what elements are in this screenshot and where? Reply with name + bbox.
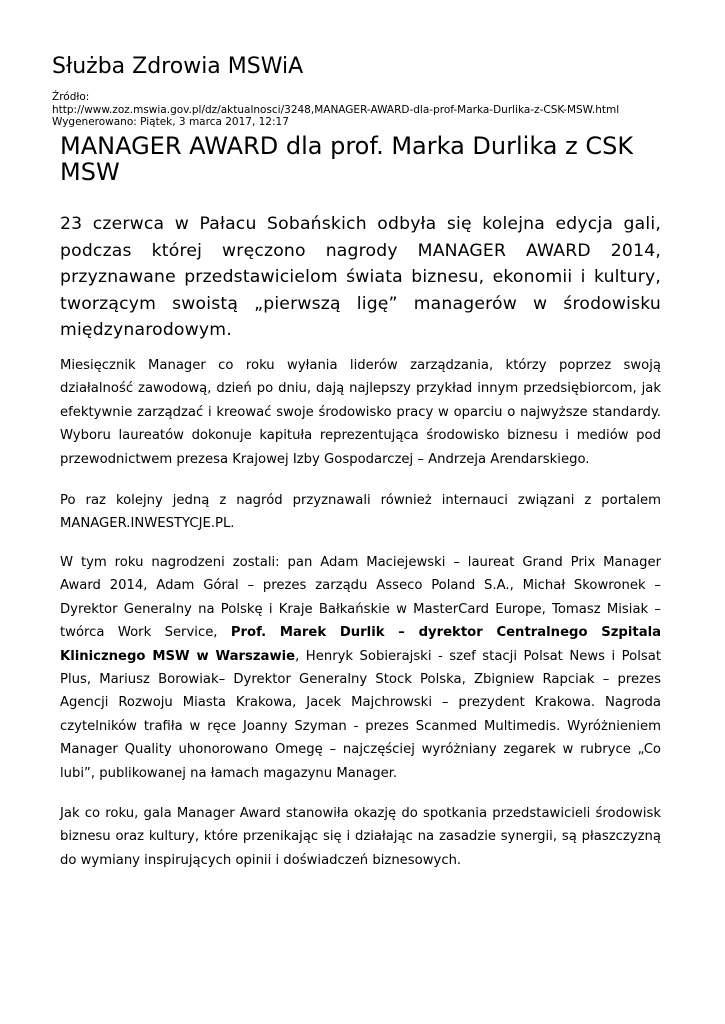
article-paragraph-2: Po raz kolejny jedną z nagród przyznawali również internauci związani z portalem MANAGER.INWESTYCJE.PL. xyxy=(60,493,661,532)
paragraph-3-start: W tym roku nagrodzeni zostali: pan Adam Maciejewski – laureat Grand Prix Manager Award 2014, Adam Góral – prezes zarządu Asseco Poland S.A., Michał Skowronek – Dyrektor Generalny na Polskę i Kraje Bałkańskie w MasterCard Europe, Tomasz Misiak – twórca Work Service, xyxy=(60,555,661,641)
article-paragraph-3 xyxy=(60,551,661,785)
generated-date: Wygenerowano: Piątek, 3 marca 2017, 12:17 xyxy=(52,116,289,128)
site-name: Służba Zdrowia MSWiA xyxy=(52,54,304,79)
article-paragraph-4: Jak co roku, gala Manager Award stanowiła okazję do spotkania przedstawicieli środowisk biznesu oraz kultury, które przenikając się i działając na zasadzie synergii, są płaszczyzną do wymiany inspirujących opinii i doświadczeń biznesowych. xyxy=(60,806,661,868)
source-label: Źródło: xyxy=(52,91,90,103)
article-title: MANAGER AWARD dla prof. Marka Durlika z CSK MSW xyxy=(60,132,634,186)
paragraph-3-end: , Henryk Sobierajski - szef stacji Polsat News i Polsat Plus, Mariusz Borowiak– Dyrektor Generalny Stock Polska, Zbigniew Rapciak – prezes Agencji Rozwoju Miasta Krakowa, Jacek Majchrowski – prezydent Krakowa. Nagroda czytelników trafiła w ręce Joanny Szyman - prezes Scanmed Multimedis. Wyróżnieniem Manager Quality uhonorowano Omegę – najczęściej wyróżniany zegarek w rubryce „Co lubi”, publikowanej na łamach magazynu Manager. xyxy=(60,648,661,781)
article-lead: 23 czerwca w Pałacu Sobańskich odbyła się kolejna edycja gali, podczas której wręczono nagrody MANAGER AWARD 2014, przyznawane przedstawicielom świata biznesu, ekonomii i kultury, tworzącym swoistą „pierwszą ligę” managerów w środowisku międzynarodowym. xyxy=(60,214,661,340)
source-url-line xyxy=(52,104,692,117)
source-meta xyxy=(52,91,692,129)
paragraph-3-bold: Prof. Marek Durlik – dyrektor Centralnego Szpitala Klinicznego MSW w Warszawie xyxy=(60,625,662,664)
source-url-link[interactable]: http://www.zoz.mswia.gov.pl/dz/aktualnosci/3248,MANAGER-AWARD-dla-prof-Marka-Durlika-z-CSK-MSW.html xyxy=(52,103,620,116)
article-paragraph-1: Miesięcznik Manager co roku wyłania liderów zarządzania, którzy poprzez swoją działalność zawodową, dzień po dniu, dają najlepszy przykład innym przedsiębiorcom, jak efektywnie zarządzać i kreować swoje środowisko pracy w oparciu o najwyższe standardy. Wyboru laureatów dokonuje kapituła reprezentująca środowisko biznesu i mediów pod przewodnictwem prezesa Krajowej Izby Gospodarczej – Andrzeja Arendarskiego. xyxy=(60,358,661,467)
